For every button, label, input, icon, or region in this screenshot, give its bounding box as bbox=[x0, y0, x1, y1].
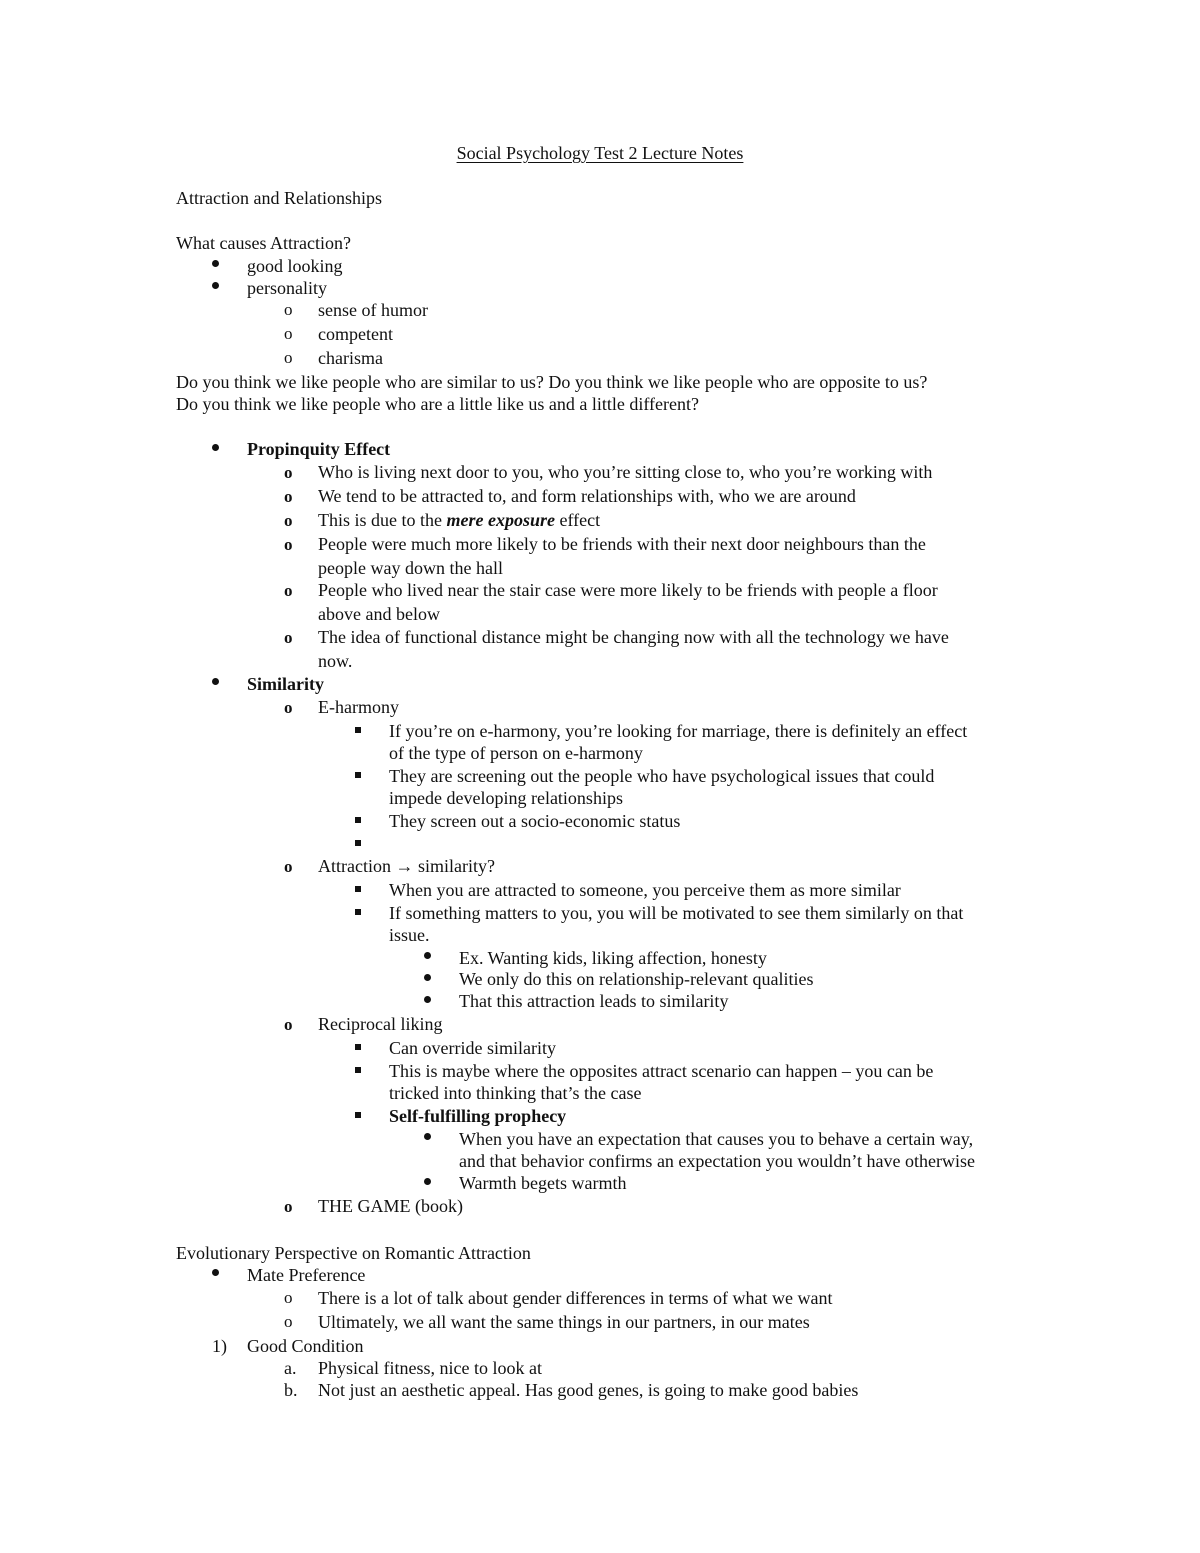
list-item-line: issue. bbox=[389, 925, 430, 945]
list-item: Physical fitness, nice to look at bbox=[318, 1358, 542, 1378]
list-item: Ultimately, we all want the same things in our partners, in our mates bbox=[318, 1312, 810, 1332]
list-item: When you are attracted to someone, you perceive them as more similar bbox=[389, 880, 901, 900]
circle-bullet-icon: o bbox=[284, 628, 293, 647]
square-bullet-icon bbox=[355, 1112, 361, 1118]
circle-bullet-icon: o bbox=[284, 1197, 293, 1216]
circle-bullet-icon: o bbox=[284, 348, 293, 367]
bullet-icon bbox=[424, 1133, 431, 1140]
list-item-charisma: charisma bbox=[318, 348, 383, 368]
circle-bullet-icon: o bbox=[284, 324, 293, 343]
bullet-icon bbox=[212, 444, 219, 451]
circle-bullet-icon: o bbox=[284, 535, 293, 554]
text-run: similarity? bbox=[413, 856, 495, 876]
list-item-line: The idea of functional distance might be changing now with all the technology we have bbox=[318, 627, 949, 647]
circle-bullet-icon: o bbox=[284, 1312, 293, 1331]
list-item-e-harmony: E-harmony bbox=[318, 697, 399, 717]
list-item: There is a lot of talk about gender differences in terms of what we want bbox=[318, 1288, 833, 1308]
list-item-line: now. bbox=[318, 651, 353, 671]
list-item-line: impede developing relationships bbox=[389, 788, 623, 808]
bullet-icon bbox=[424, 952, 431, 959]
square-bullet-icon bbox=[355, 1067, 361, 1073]
heading-propinquity-effect: Propinquity Effect bbox=[247, 439, 391, 459]
list-item-line: People were much more likely to be friends with their next door neighbours than the bbox=[318, 534, 926, 554]
list-item-line: of the type of person on e-harmony bbox=[389, 743, 643, 763]
list-item: Who is living next door to you, who you’re sitting close to, who you’re working with bbox=[318, 462, 933, 482]
list-item-good-looking: good looking bbox=[247, 256, 343, 276]
circle-bullet-icon: o bbox=[284, 1015, 293, 1034]
list-item: Can override similarity bbox=[389, 1038, 556, 1058]
circle-bullet-icon: o bbox=[284, 698, 293, 717]
bullet-icon bbox=[424, 974, 431, 981]
square-bullet-icon bbox=[355, 840, 361, 846]
question-what-causes: What causes Attraction? bbox=[176, 233, 351, 253]
circle-bullet-icon: o bbox=[284, 511, 293, 530]
list-number-marker: 1) bbox=[212, 1336, 227, 1356]
list-item-line: They are screening out the people who have psychological issues that could bbox=[389, 766, 935, 786]
section-heading-evolutionary: Evolutionary Perspective on Romantic Attraction bbox=[176, 1243, 531, 1263]
section-heading-attraction: Attraction and Relationships bbox=[176, 188, 382, 208]
list-item: We tend to be attracted to, and form relationships with, who we are around bbox=[318, 486, 856, 506]
list-item-line: People who lived near the stair case were more likely to be friends with people a floor bbox=[318, 580, 938, 600]
list-item-line: This is maybe where the opposites attract scenario can happen – you can be bbox=[389, 1061, 934, 1081]
list-item-mate-preference: Mate Preference bbox=[247, 1265, 366, 1285]
list-letter-marker: b. bbox=[284, 1380, 298, 1400]
list-item-line: and that behavior confirms an expectation you wouldn’t have otherwise bbox=[459, 1151, 976, 1171]
list-item: Not just an aesthetic appeal. Has good genes, is going to make good babies bbox=[318, 1380, 859, 1400]
list-item-competent: competent bbox=[318, 324, 393, 344]
square-bullet-icon bbox=[355, 909, 361, 915]
list-item-line: people way down the hall bbox=[318, 558, 503, 578]
heading-similarity: Similarity bbox=[247, 674, 324, 694]
text-run: This is due to the bbox=[318, 510, 447, 530]
bullet-icon bbox=[424, 996, 431, 1003]
document-title: Social Psychology Test 2 Lecture Notes bbox=[456, 143, 744, 163]
bullet-icon bbox=[212, 260, 219, 267]
circle-bullet-icon: o bbox=[284, 857, 293, 876]
emphasis-mere-exposure: mere exposure bbox=[446, 510, 555, 530]
list-item-good-condition: Good Condition bbox=[247, 1336, 364, 1356]
list-item-sense-of-humor: sense of humor bbox=[318, 300, 428, 320]
circle-bullet-icon: o bbox=[284, 581, 293, 600]
heading-self-fulfilling-prophecy: Self-fulfilling prophecy bbox=[389, 1106, 567, 1126]
bullet-icon bbox=[212, 678, 219, 685]
bullet-icon bbox=[424, 1178, 431, 1185]
list-item-mere-exposure bbox=[318, 509, 600, 531]
square-bullet-icon bbox=[355, 886, 361, 892]
bullet-icon bbox=[212, 1269, 219, 1276]
paragraph-line: Do you think we like people who are a little like us and a little different? bbox=[176, 394, 700, 414]
circle-bullet-icon: o bbox=[284, 463, 293, 482]
list-item: They screen out a socio-economic status bbox=[389, 811, 681, 831]
square-bullet-icon bbox=[355, 817, 361, 823]
list-item-reciprocal-liking: Reciprocal liking bbox=[318, 1014, 443, 1034]
list-item-attraction-similarity bbox=[318, 855, 495, 877]
list-item-line: above and below bbox=[318, 604, 440, 624]
circle-bullet-icon: o bbox=[284, 300, 293, 319]
list-item: That this attraction leads to similarity bbox=[459, 991, 729, 1011]
list-item: We only do this on relationship-relevant qualities bbox=[459, 969, 814, 989]
list-item-line: If something matters to you, you will be motivated to see them similarly on that bbox=[389, 903, 964, 923]
right-arrow-icon: → bbox=[395, 856, 414, 876]
bullet-icon bbox=[212, 282, 219, 289]
list-item-line: tricked into thinking that’s the case bbox=[389, 1083, 642, 1103]
list-item-line: If you’re on e-harmony, you’re looking for marriage, there is definitely an effect bbox=[389, 721, 968, 741]
square-bullet-icon bbox=[355, 1044, 361, 1050]
list-item-the-game: THE GAME (book) bbox=[318, 1196, 463, 1216]
list-item-line: When you have an expectation that causes you to behave a certain way, bbox=[459, 1129, 974, 1149]
list-item: Warmth begets warmth bbox=[459, 1173, 627, 1193]
paragraph-line: Do you think we like people who are similar to us? Do you think we like people who are opposite to us? bbox=[176, 372, 928, 392]
text-run: effect bbox=[554, 510, 601, 530]
list-item-personality: personality bbox=[247, 278, 327, 298]
square-bullet-icon bbox=[355, 727, 361, 733]
list-letter-marker: a. bbox=[284, 1358, 297, 1378]
circle-bullet-icon: o bbox=[284, 1288, 293, 1307]
text-run: Attraction bbox=[318, 856, 396, 876]
list-item: Ex. Wanting kids, liking affection, honesty bbox=[459, 948, 767, 968]
square-bullet-icon bbox=[355, 772, 361, 778]
circle-bullet-icon: o bbox=[284, 487, 293, 506]
